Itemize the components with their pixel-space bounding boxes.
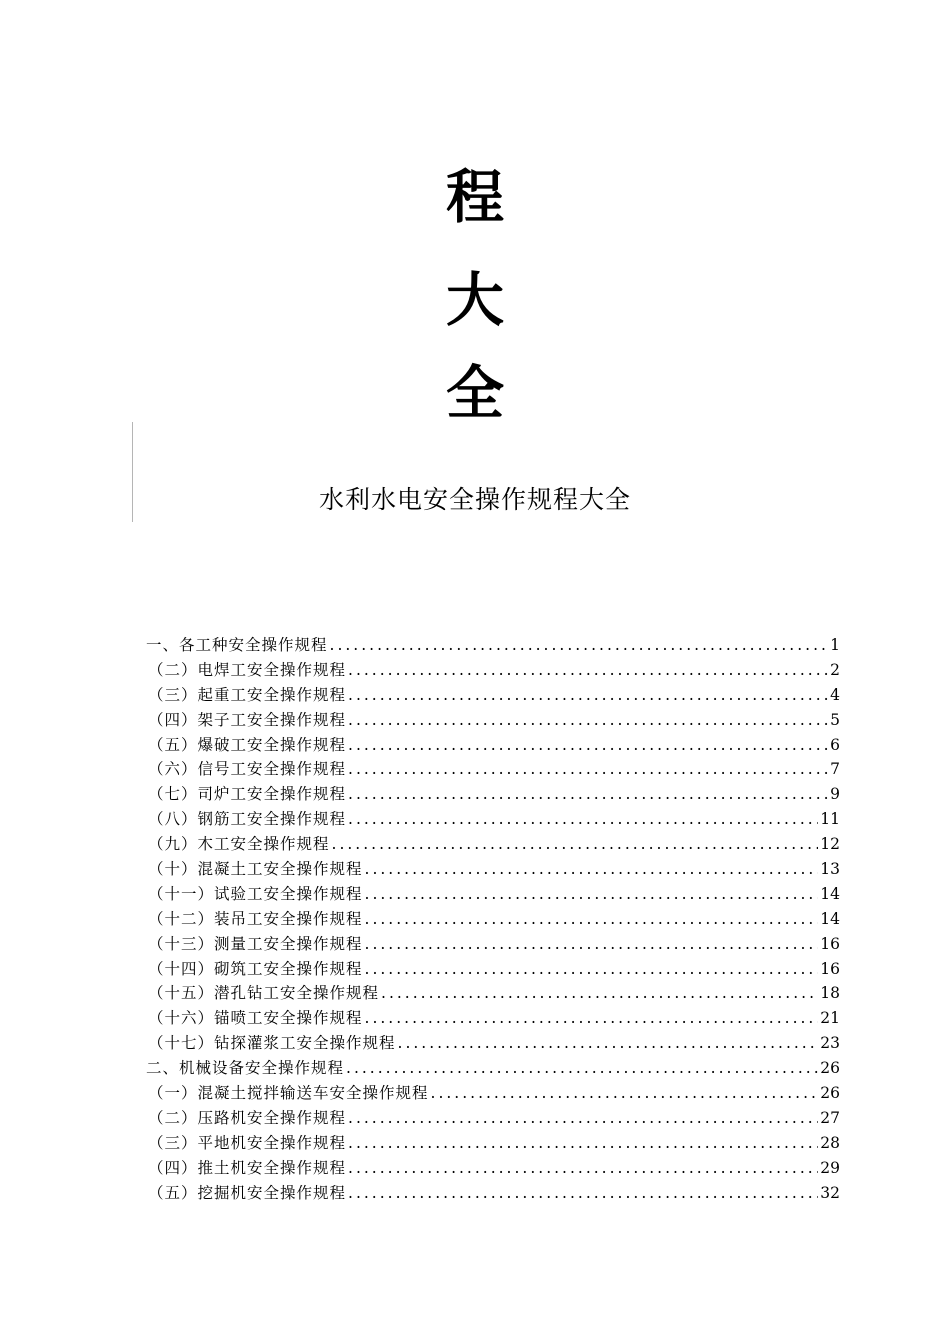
toc-entry-label: （四）推土机安全操作规程 bbox=[148, 1158, 347, 1177]
toc-entry-page-number: 5 bbox=[830, 710, 840, 729]
toc-entry[interactable] bbox=[146, 832, 840, 857]
toc-entry-label: 一、各工种安全操作规程 bbox=[146, 636, 328, 654]
toc-entry-page-number: 18 bbox=[820, 984, 840, 1003]
toc-entry-page-number: 12 bbox=[820, 835, 840, 854]
toc-entry-page-number: 26 bbox=[820, 1084, 840, 1103]
toc-entry-label: （五）爆破工安全操作规程 bbox=[148, 735, 347, 754]
toc-entry-label: 二、机械设备安全操作规程 bbox=[146, 1059, 345, 1078]
toc-entry-label: （十二）装吊工安全操作规程 bbox=[148, 909, 363, 928]
toc-dot-leader bbox=[348, 807, 818, 832]
toc-entry-label: （十六）锚喷工安全操作规程 bbox=[148, 1009, 363, 1028]
toc-dot-leader bbox=[348, 1181, 818, 1206]
toc-dot-leader bbox=[332, 832, 819, 857]
toc-entry-label: （二）电焊工安全操作规程 bbox=[148, 660, 347, 679]
toc-entry[interactable] bbox=[146, 1006, 840, 1031]
toc-entry[interactable] bbox=[146, 1131, 840, 1156]
toc-entry-label: （十三）测量工安全操作规程 bbox=[148, 934, 363, 953]
document-subtitle: 水利水电安全操作规程大全 bbox=[318, 485, 631, 514]
toc-entry-label: （一）混凝土搅拌输送车安全操作规程 bbox=[148, 1084, 429, 1103]
toc-dot-leader bbox=[381, 981, 818, 1006]
toc-entry[interactable] bbox=[146, 1031, 840, 1056]
toc-dot-leader bbox=[365, 957, 819, 982]
toc-entry[interactable] bbox=[146, 782, 840, 807]
toc-dot-leader bbox=[348, 1131, 818, 1156]
toc-dot-leader bbox=[348, 683, 828, 708]
title-char-quan: 全 bbox=[445, 359, 504, 427]
toc-dot-leader bbox=[398, 1031, 819, 1056]
toc-entry-page-number: 1 bbox=[830, 636, 840, 654]
toc-dot-leader bbox=[348, 1156, 818, 1181]
toc-entry-page-number: 16 bbox=[820, 934, 840, 953]
toc-entry[interactable] bbox=[146, 1081, 840, 1106]
toc-dot-leader bbox=[348, 1106, 818, 1131]
toc-entry-page-number: 4 bbox=[830, 685, 840, 704]
toc-entry-page-number: 16 bbox=[820, 959, 840, 978]
toc-entry-page-number: 28 bbox=[820, 1133, 840, 1152]
toc-entry-label: （五）挖掘机安全操作规程 bbox=[148, 1183, 347, 1202]
toc-entry-page-number: 2 bbox=[830, 660, 840, 679]
toc-entry-label: （十一）试验工安全操作规程 bbox=[148, 884, 363, 903]
toc-entry-page-number: 27 bbox=[820, 1108, 840, 1127]
toc-entry-page-number: 11 bbox=[820, 810, 840, 829]
toc-entry[interactable] bbox=[146, 658, 840, 683]
toc-entry-label: （九）木工安全操作规程 bbox=[148, 835, 330, 854]
toc-entry-page-number: 21 bbox=[820, 1009, 840, 1028]
toc-entry-label: （七）司炉工安全操作规程 bbox=[148, 785, 347, 804]
toc-entry-label: （十四）砌筑工安全操作规程 bbox=[148, 959, 363, 978]
title-char-cheng: 程 bbox=[445, 163, 504, 231]
toc-entry-page-number: 13 bbox=[820, 860, 840, 879]
toc-entry-label: （三）起重工安全操作规程 bbox=[148, 685, 347, 704]
title-char-da: 大 bbox=[445, 266, 504, 334]
toc-entry-label: （四）架子工安全操作规程 bbox=[148, 710, 347, 729]
toc-dot-leader bbox=[365, 1006, 819, 1031]
toc-dot-leader bbox=[346, 1056, 818, 1081]
toc-dot-leader bbox=[365, 857, 819, 882]
toc-entry[interactable] bbox=[146, 1156, 840, 1181]
toc-dot-leader bbox=[365, 882, 819, 907]
toc-entry-page-number: 23 bbox=[820, 1034, 840, 1053]
toc-entry-page-number: 26 bbox=[820, 1059, 840, 1078]
toc-entry[interactable] bbox=[146, 757, 840, 782]
toc-entry-page-number: 6 bbox=[830, 735, 840, 754]
toc-entry-label: （二）压路机安全操作规程 bbox=[148, 1108, 347, 1127]
toc-entry-label: （三）平地机安全操作规程 bbox=[148, 1133, 347, 1152]
toc-entry-label: （六）信号工安全操作规程 bbox=[148, 760, 347, 779]
toc-dot-leader bbox=[330, 633, 829, 658]
toc-entry-page-number: 7 bbox=[830, 760, 840, 779]
toc-entry-label: （十七）钻探灌浆工安全操作规程 bbox=[148, 1034, 396, 1053]
toc-entry-page-number: 14 bbox=[820, 909, 840, 928]
toc-entry[interactable] bbox=[146, 807, 840, 832]
toc-entry-page-number: 32 bbox=[820, 1183, 840, 1202]
toc-dot-leader bbox=[431, 1081, 819, 1106]
toc-entry-page-number: 14 bbox=[820, 884, 840, 903]
toc-entry-page-number: 29 bbox=[820, 1158, 840, 1177]
toc-dot-leader bbox=[365, 907, 819, 932]
toc-dot-leader bbox=[365, 932, 819, 957]
toc-dot-leader bbox=[348, 733, 828, 758]
toc-dot-leader bbox=[348, 658, 828, 683]
toc-entry[interactable] bbox=[146, 1056, 840, 1081]
toc-dot-leader bbox=[348, 757, 828, 782]
toc-entry-label: （十五）潜孔钻工安全操作规程 bbox=[148, 984, 380, 1003]
toc-entry[interactable] bbox=[146, 857, 840, 882]
toc-entry[interactable] bbox=[146, 1181, 840, 1206]
toc-entry[interactable] bbox=[146, 708, 840, 733]
toc-entry-label: （八）钢筋工安全操作规程 bbox=[148, 810, 347, 829]
table-of-contents bbox=[146, 633, 840, 1205]
toc-entry[interactable] bbox=[146, 1106, 840, 1131]
toc-entry[interactable] bbox=[146, 633, 840, 658]
toc-entry[interactable] bbox=[146, 683, 840, 708]
toc-entry[interactable] bbox=[146, 981, 840, 1006]
toc-entry[interactable] bbox=[146, 957, 840, 982]
toc-entry[interactable] bbox=[146, 882, 840, 907]
toc-entry[interactable] bbox=[146, 907, 840, 932]
toc-entry-page-number: 9 bbox=[830, 785, 840, 804]
toc-dot-leader bbox=[348, 782, 828, 807]
toc-entry-label: （十）混凝土工安全操作规程 bbox=[148, 860, 363, 879]
toc-entry[interactable] bbox=[146, 932, 840, 957]
toc-dot-leader bbox=[348, 708, 828, 733]
toc-entry[interactable] bbox=[146, 733, 840, 758]
